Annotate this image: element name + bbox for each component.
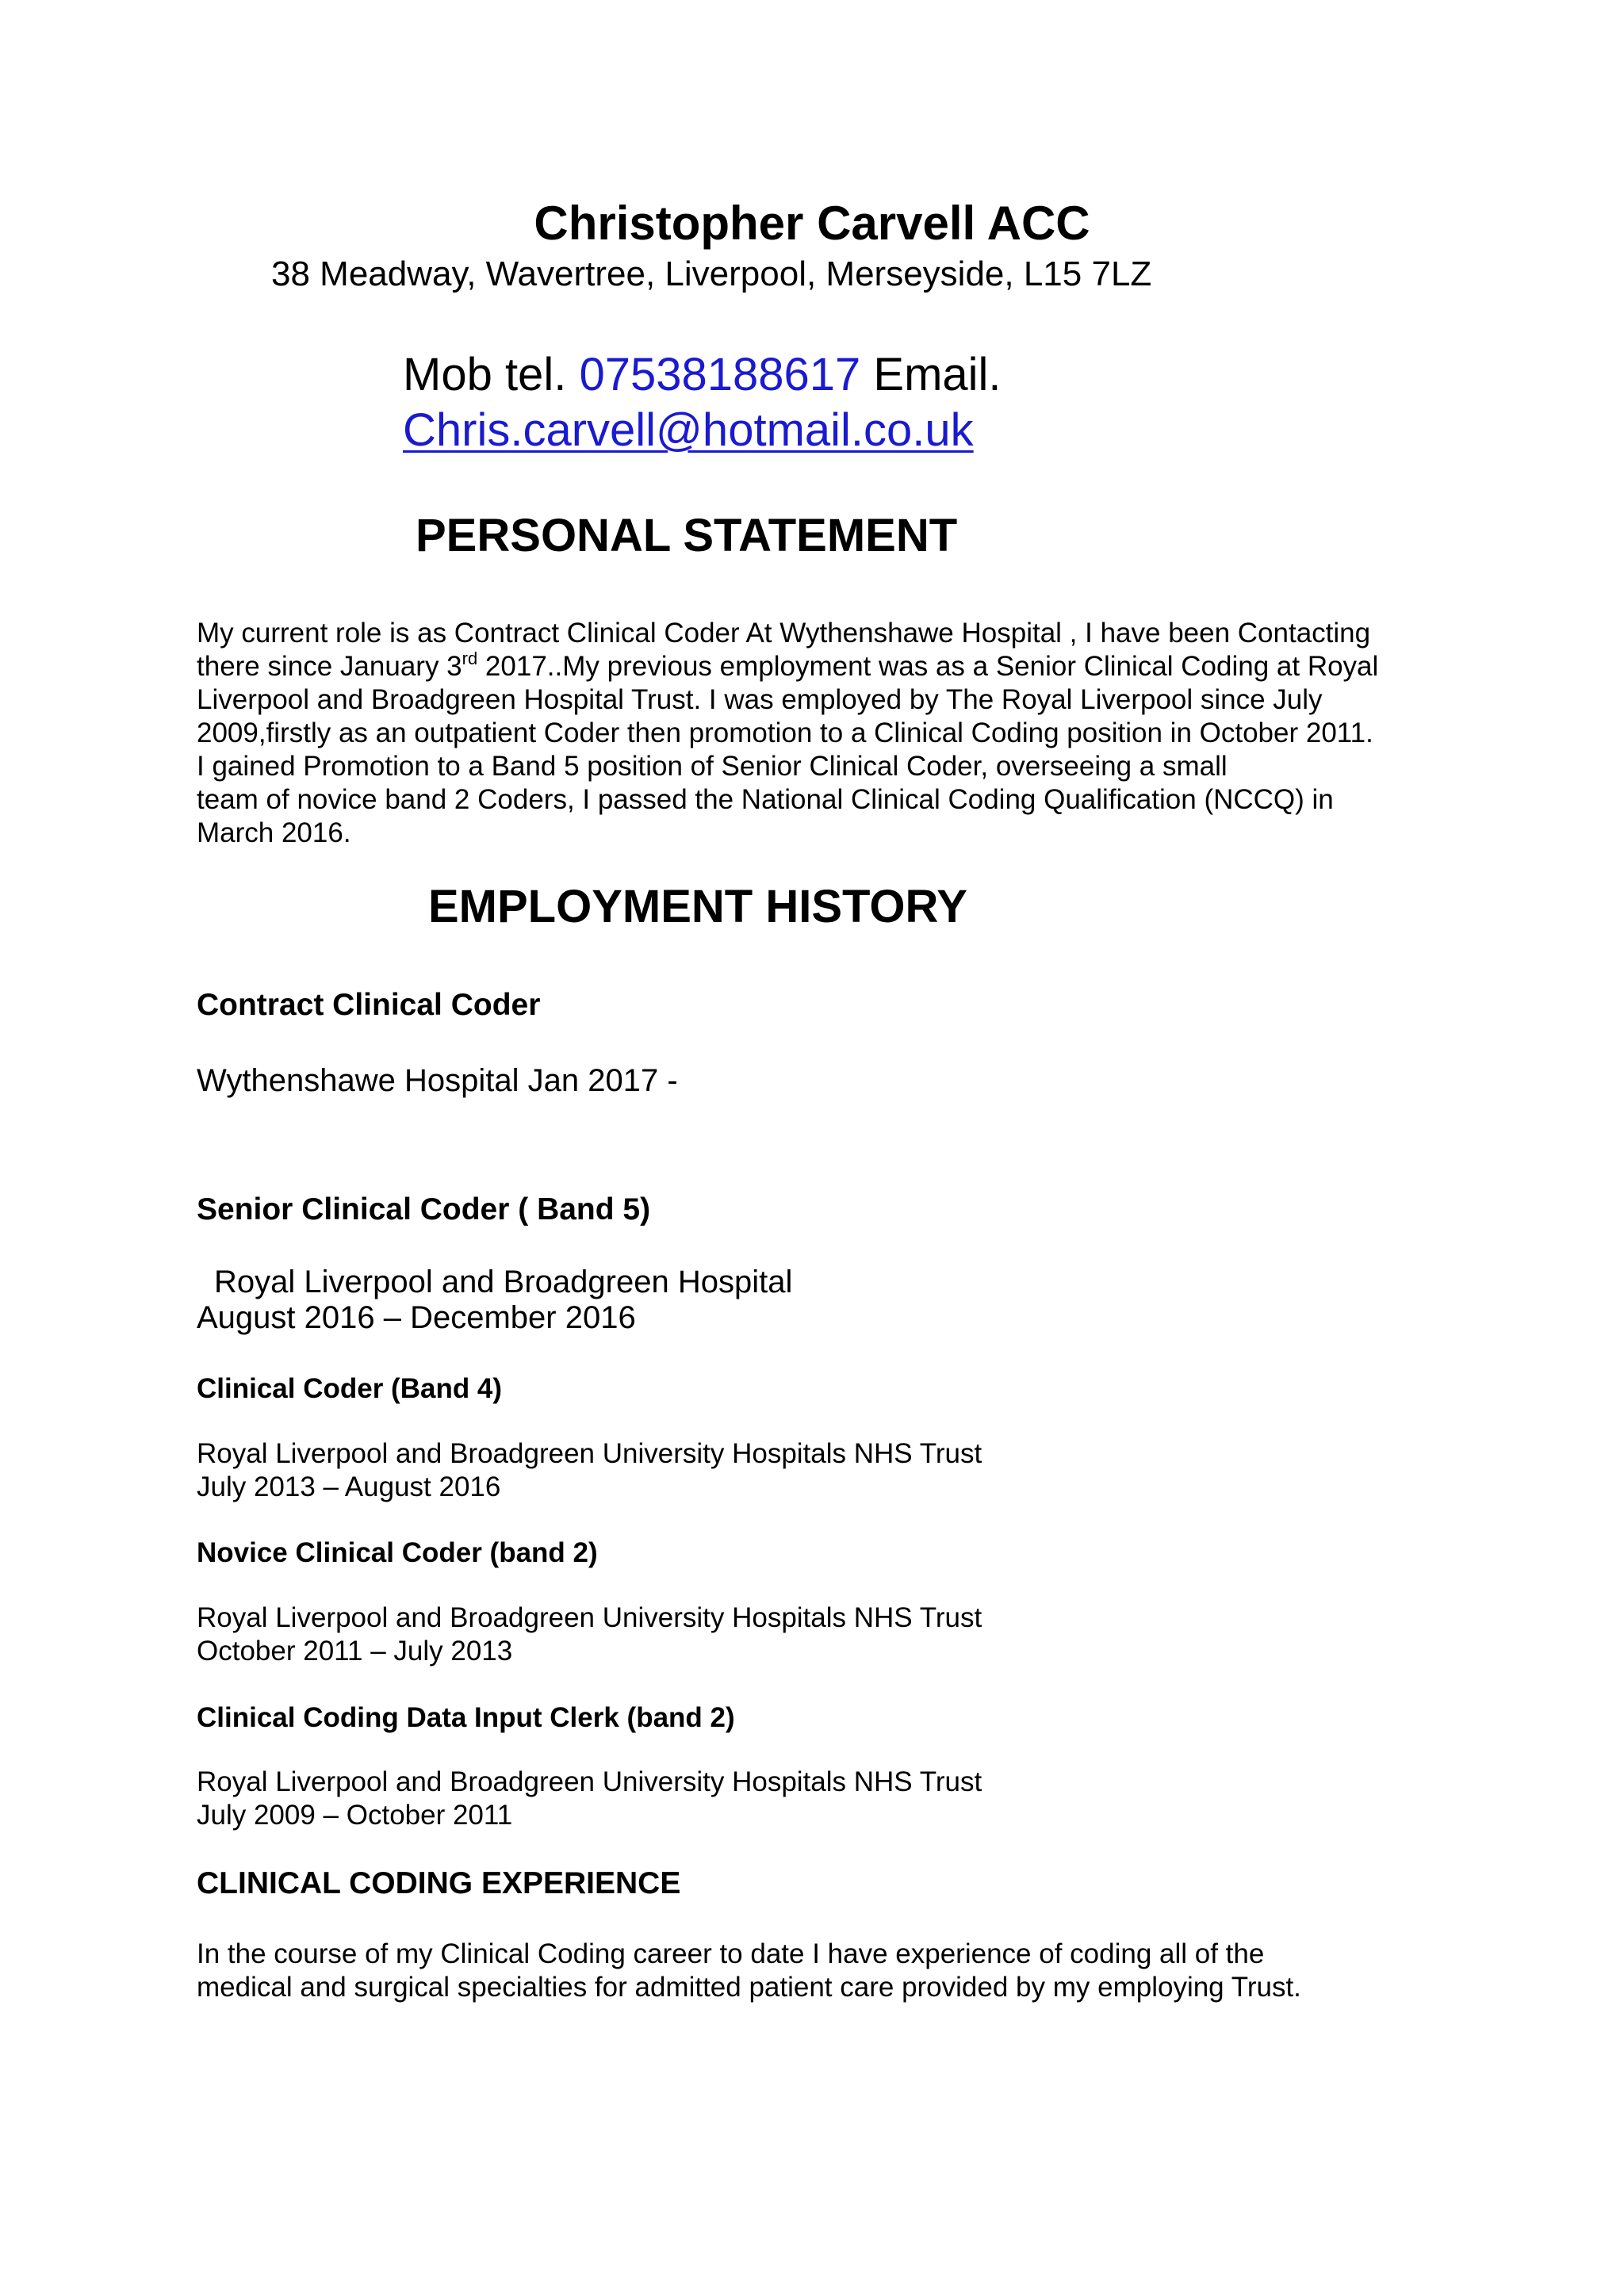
job-title: Clinical Coding Data Input Clerk (band 2) xyxy=(197,1702,735,1733)
statement-line: I gained Promotion to a Band 5 position of Senior Clinical Coder, overseeing a small xyxy=(197,751,1228,782)
statement-line: Liverpool and Broadgreen Hospital Trust. I was employed by The Royal Liverpool since July xyxy=(197,684,1323,715)
personal-statement-text xyxy=(197,617,1465,850)
experience-line: In the course of my Clinical Coding career to date I have experience of coding all of the xyxy=(197,1938,1265,1969)
email-link[interactable]: Chris.carvell@hotmail.co.uk xyxy=(403,404,974,456)
statement-text: 2017..My previous employment was as a Senior Clinical Coding at Royal xyxy=(477,651,1379,682)
experience-line: medical and surgical specialties for admitted patient care provided by my employing Trust. xyxy=(197,1972,1301,2003)
job-dates: October 2011 – July 2013 xyxy=(197,1636,513,1667)
job-employer: Royal Liverpool and Broadgreen Hospital xyxy=(214,1265,793,1299)
mobile-number-link[interactable]: 07538188617 xyxy=(579,349,861,400)
statement-line: team of novice band 2 Coders, I passed the National Clinical Coding Qualification (NCCQ) in xyxy=(197,784,1334,815)
address: 38 Meadway, Wavertree, Liverpool, Merseyside, L15 7LZ xyxy=(271,254,1152,293)
contact-line xyxy=(403,347,1002,403)
statement-line: My current role is as Contract Clinical Coder At Wythenshawe Hospital , I have been Contacting xyxy=(197,618,1371,649)
mob-label: Mob tel. xyxy=(403,349,567,400)
job-dates: August 2016 – December 2016 xyxy=(197,1300,636,1335)
job-title: Novice Clinical Coder (band 2) xyxy=(197,1537,598,1568)
email-label: Email. xyxy=(873,349,1002,400)
statement-superscript: rd xyxy=(462,649,478,668)
candidate-name: Christopher Carvell ACC xyxy=(534,197,1090,250)
job-dates: July 2013 – August 2016 xyxy=(197,1471,501,1502)
job-title: Clinical Coder (Band 4) xyxy=(197,1373,503,1404)
job-employer: Royal Liverpool and Broadgreen University Hospitals NHS Trust xyxy=(197,1766,982,1797)
job-employer: Royal Liverpool and Broadgreen University Hospitals NHS Trust xyxy=(197,1438,982,1469)
statement-line: 2009,firstly as an outpatient Coder then promotion to a Clinical Coding position in October 2011. xyxy=(197,718,1373,748)
statement-text: there since January 3 xyxy=(197,651,462,682)
job-dates: July 2009 – October 2011 xyxy=(197,1800,513,1831)
job-employer: Royal Liverpool and Broadgreen University Hospitals NHS Trust xyxy=(197,1602,982,1633)
clinical-coding-experience-heading: CLINICAL CODING EXPERIENCE xyxy=(197,1866,681,1900)
email-line xyxy=(403,403,974,458)
job-title: Senior Clinical Coder ( Band 5) xyxy=(197,1192,651,1226)
personal-statement-heading: PERSONAL STATEMENT xyxy=(416,510,958,561)
statement-line: March 2016. xyxy=(197,817,351,848)
job-title: Contract Clinical Coder xyxy=(197,988,541,1022)
employment-history-heading: EMPLOYMENT HISTORY xyxy=(428,881,967,932)
job-employer: Wythenshawe Hospital Jan 2017 - xyxy=(197,1063,678,1098)
statement-line xyxy=(197,650,1465,683)
